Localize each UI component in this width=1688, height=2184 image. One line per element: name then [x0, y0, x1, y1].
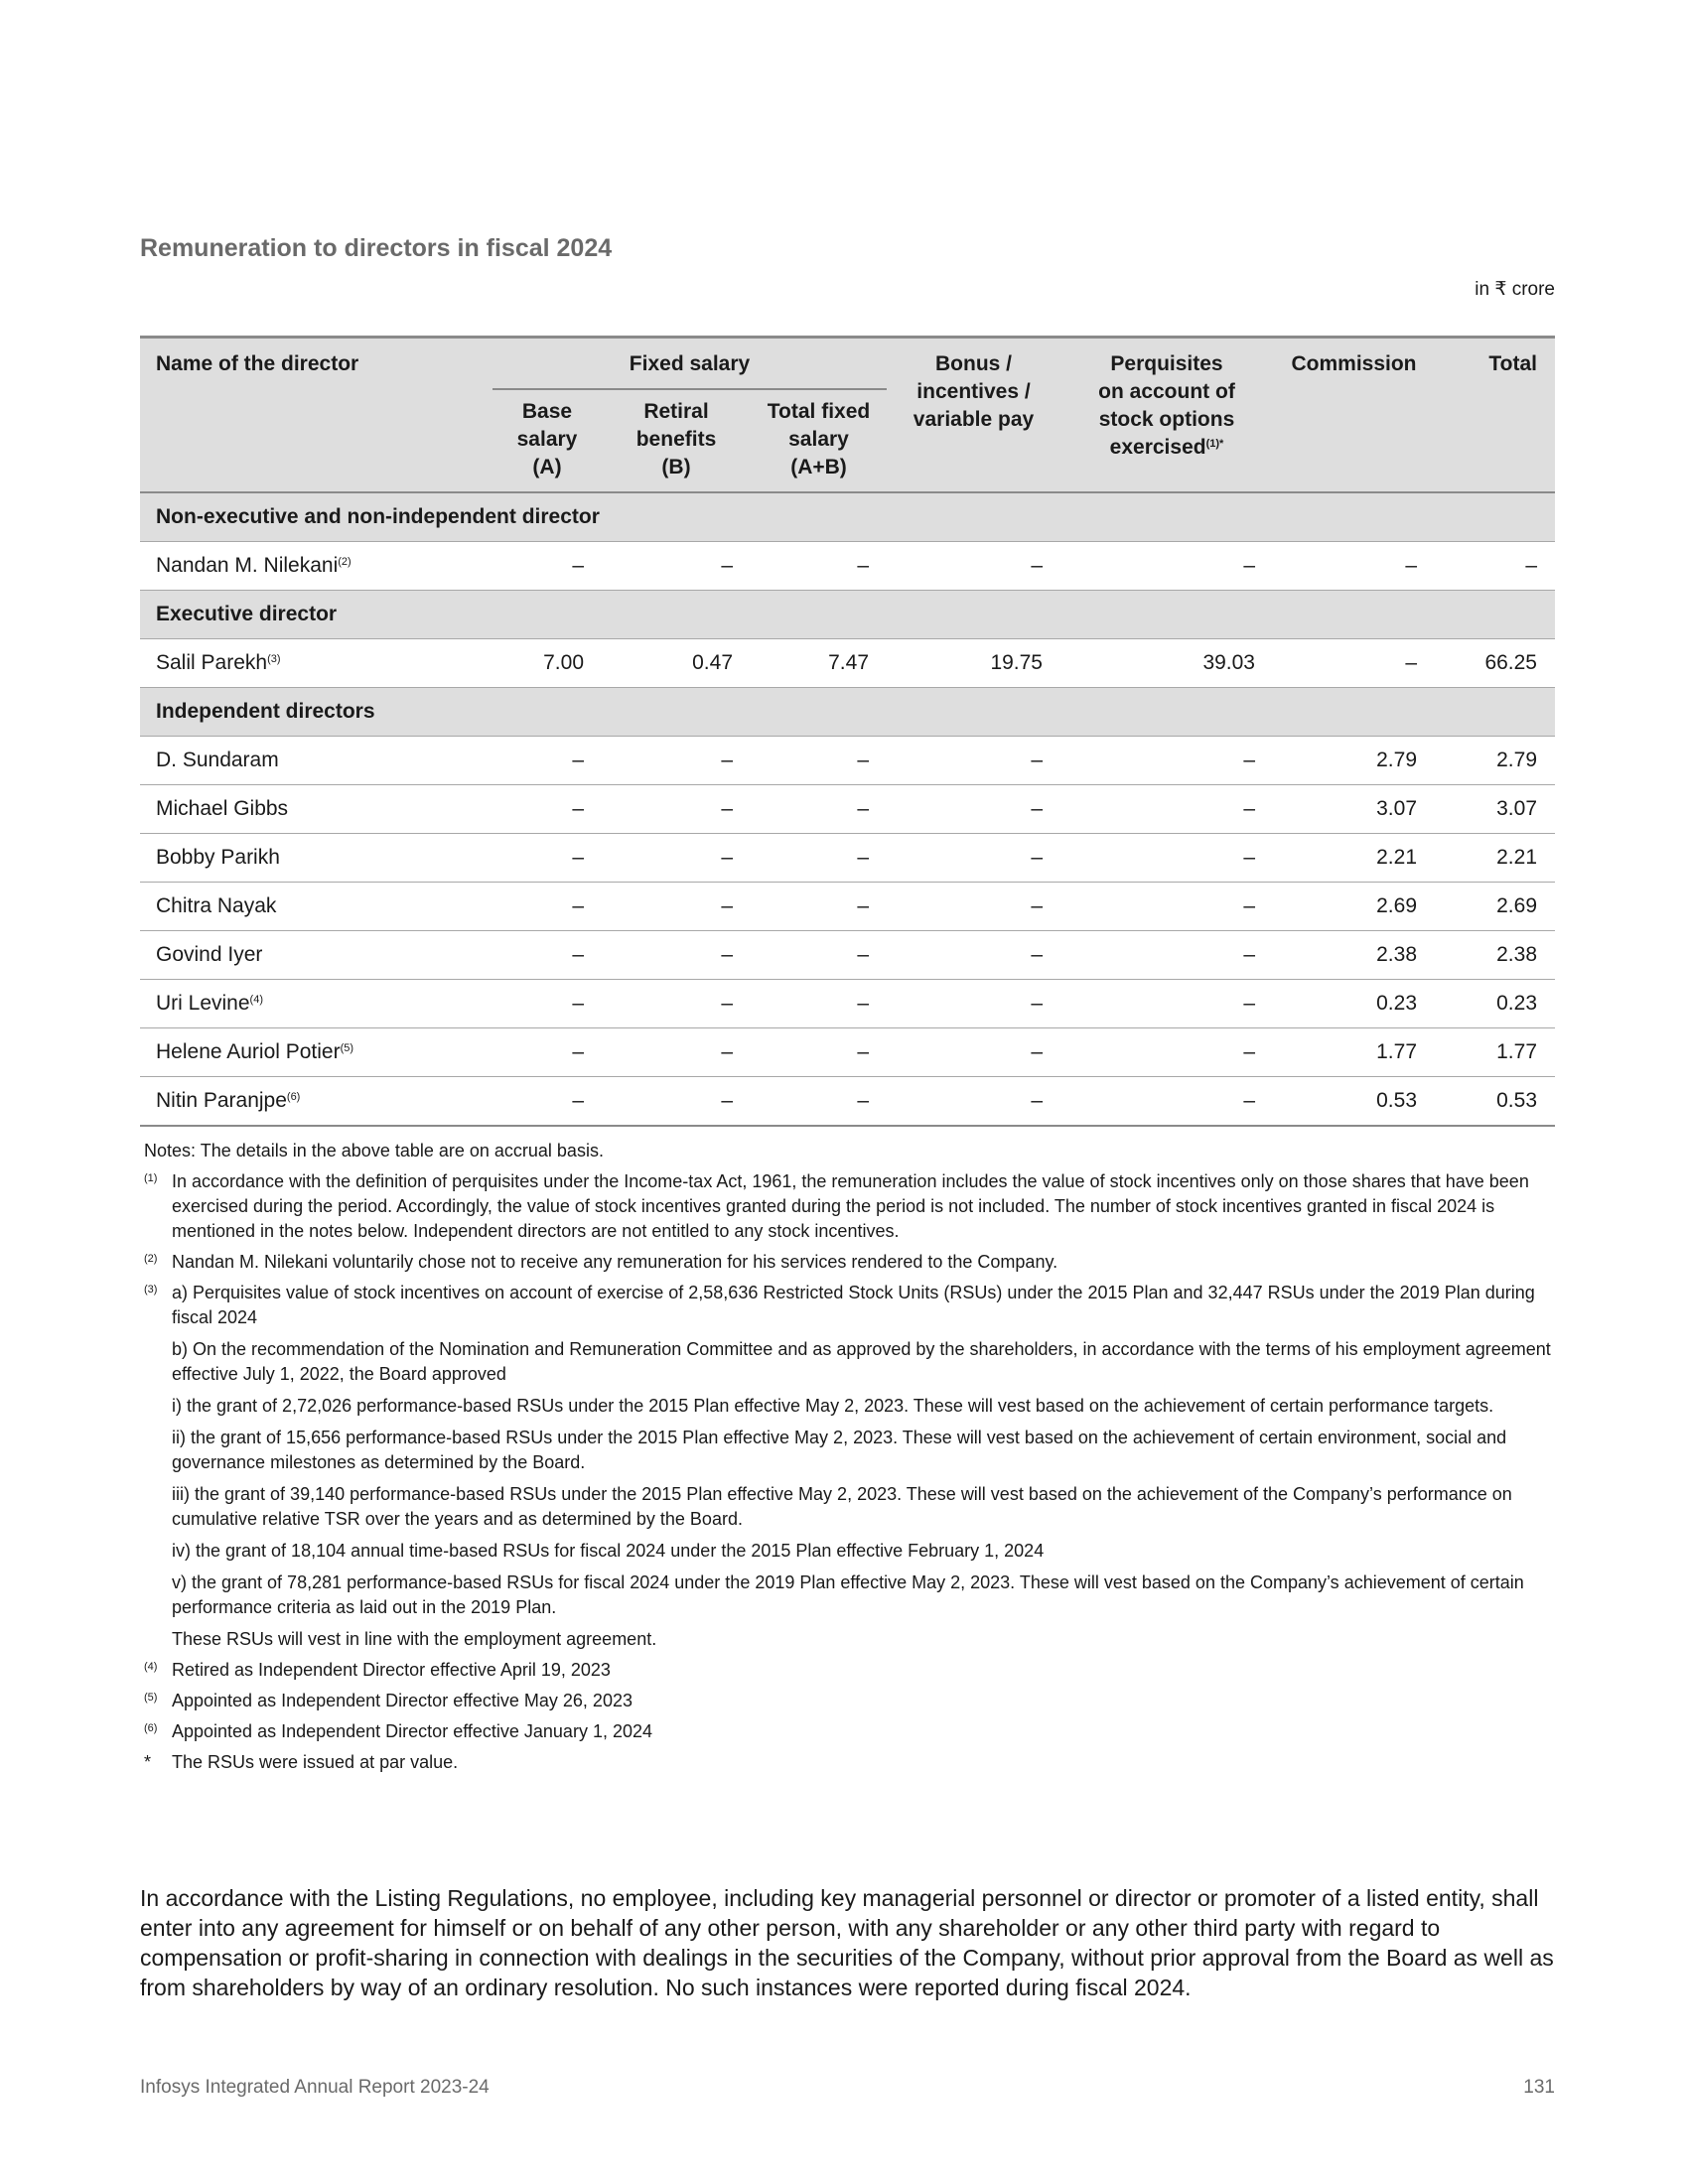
note-marker: * [144, 1752, 152, 1772]
section-row [140, 591, 1555, 639]
section-label: Non-executive and non-independent director [140, 492, 1555, 542]
total-cell: 1.77 [1435, 1028, 1555, 1077]
base-cell: 7.00 [492, 639, 602, 688]
perquisites-cell: 39.03 [1060, 639, 1273, 688]
note-item [144, 1750, 1554, 1775]
table-row [140, 1077, 1555, 1127]
director-name: Bobby Parikh [156, 846, 280, 869]
header-retiral-benefits: Retiral benefits (B) [602, 389, 751, 492]
base-cell: – [492, 931, 602, 980]
commission-cell: – [1273, 542, 1435, 591]
director-name: Chitra Nayak [156, 894, 277, 917]
header-bonus: Bonus / incentives / variable pay [887, 338, 1060, 493]
commission-cell: 2.79 [1273, 737, 1435, 785]
note-paragraph: These RSUs will vest in line with the employment agreement. [172, 1629, 657, 1649]
director-name: Helene Auriol Potier [156, 1040, 341, 1063]
director-name: Salil Parekh [156, 651, 268, 674]
commission-cell: 0.23 [1273, 980, 1435, 1028]
commission-cell: 0.53 [1273, 1077, 1435, 1127]
note-text [172, 1750, 1554, 1775]
note-paragraph: Nandan M. Nilekani voluntarily chose not to receive any remuneration for his services rendered to the Company. [172, 1252, 1058, 1272]
notes-list [144, 1169, 1554, 1775]
note-item [144, 1719, 1554, 1744]
total-fixed-cell: – [751, 980, 887, 1028]
total-fixed-cell: – [751, 883, 887, 931]
total-fixed-cell: 7.47 [751, 639, 887, 688]
commission-cell: 2.69 [1273, 883, 1435, 931]
section-label: Independent directors [140, 688, 1555, 737]
note-marker: (2) [144, 1253, 158, 1265]
remuneration-table [140, 336, 1555, 1127]
director-name-cell [140, 785, 492, 834]
table-row [140, 1028, 1555, 1077]
commission-cell: 2.21 [1273, 834, 1435, 883]
base-cell: – [492, 785, 602, 834]
director-name-cell [140, 931, 492, 980]
bonus-cell: – [887, 834, 1060, 883]
retiral-cell: 0.47 [602, 639, 751, 688]
note-paragraph: b) On the recommendation of the Nomination and Remuneration Committee and as approved by the shareholders, in accordance with the terms of his employment agreement effective July 1, 2022, the Board approved [172, 1339, 1551, 1384]
table-row [140, 883, 1555, 931]
bonus-cell: – [887, 883, 1060, 931]
total-fixed-cell: – [751, 1028, 887, 1077]
commission-cell: 2.38 [1273, 931, 1435, 980]
director-name: Nitin Paranjpe [156, 1089, 287, 1112]
total-cell: 2.21 [1435, 834, 1555, 883]
perquisites-cell: – [1060, 980, 1273, 1028]
note-paragraph: Appointed as Independent Director effective May 26, 2023 [172, 1691, 633, 1710]
note-paragraph: In accordance with the definition of perquisites under the Income-tax Act, 1961, the remuneration includes the value of stock incentives only on those shares that have been exercised during the period. Accordingly, the value of stock incentives granted during the period is not included. The number of stock incentives granted in fiscal 2024 is mentioned in the notes below. Independent directors are not entitled to any stock incentives. [172, 1171, 1529, 1241]
retiral-cell: – [602, 785, 751, 834]
total-fixed-cell: – [751, 737, 887, 785]
table-row [140, 834, 1555, 883]
total-cell: – [1435, 542, 1555, 591]
commission-cell: – [1273, 639, 1435, 688]
note-text [172, 1689, 1554, 1713]
retiral-cell: – [602, 737, 751, 785]
base-cell: – [492, 1077, 602, 1127]
retiral-cell: – [602, 883, 751, 931]
perquisites-cell: – [1060, 542, 1273, 591]
total-cell: 0.23 [1435, 980, 1555, 1028]
table-body [140, 492, 1555, 1126]
total-fixed-cell: – [751, 834, 887, 883]
perquisites-footnote-marker: (1)* [1205, 438, 1224, 450]
director-name: Michael Gibbs [156, 797, 289, 820]
table-row [140, 785, 1555, 834]
total-fixed-cell: – [751, 542, 887, 591]
page-title: Remuneration to directors in fiscal 2024 [140, 234, 613, 262]
director-name-cell [140, 542, 492, 591]
note-item [144, 1689, 1554, 1713]
total-fixed-cell: – [751, 1077, 887, 1127]
note-text [172, 1719, 1554, 1744]
perquisites-cell: – [1060, 834, 1273, 883]
section-row [140, 688, 1555, 737]
section-label: Executive director [140, 591, 1555, 639]
perquisites-cell: – [1060, 737, 1273, 785]
total-cell: 3.07 [1435, 785, 1555, 834]
director-name-cell [140, 639, 492, 688]
director-name-cell [140, 883, 492, 931]
base-cell: – [492, 737, 602, 785]
note-paragraph: i) the grant of 2,72,026 performance-based RSUs under the 2015 Plan effective May 2, 2023. These will vest based on the achievement of certain performance targets. [172, 1396, 1494, 1416]
header-fixed-salary [492, 338, 887, 390]
note-paragraph: Retired as Independent Director effective April 19, 2023 [172, 1660, 611, 1680]
director-name-cell [140, 1077, 492, 1127]
retiral-cell: – [602, 542, 751, 591]
base-cell: – [492, 542, 602, 591]
retiral-cell: – [602, 834, 751, 883]
footnote-marker: (2) [338, 556, 352, 568]
director-name-cell [140, 737, 492, 785]
note-paragraph: v) the grant of 78,281 performance-based RSUs for fiscal 2024 under the 2019 Plan effective May 2, 2023. These will vest based on the Company’s achievement of certain performance criteria as laid out in the 2019 Plan. [172, 1572, 1524, 1617]
note-marker: (3) [144, 1284, 158, 1296]
note-paragraph: Appointed as Independent Director effective January 1, 2024 [172, 1721, 652, 1741]
footnote-marker: (6) [286, 1091, 301, 1103]
note-text [172, 1250, 1554, 1275]
footnote-marker: (3) [267, 653, 281, 665]
total-fixed-cell: – [751, 785, 887, 834]
director-name: Nandan M. Nilekani [156, 554, 339, 577]
perquisites-cell: – [1060, 785, 1273, 834]
bonus-cell: – [887, 1028, 1060, 1077]
retiral-cell: – [602, 980, 751, 1028]
table-row [140, 980, 1555, 1028]
total-cell: 0.53 [1435, 1077, 1555, 1127]
perquisites-cell: – [1060, 1028, 1273, 1077]
note-marker: (1) [144, 1172, 158, 1184]
total-fixed-cell: – [751, 931, 887, 980]
note-paragraph: The RSUs were issued at par value. [172, 1752, 459, 1772]
note-item [144, 1169, 1554, 1244]
perquisites-cell: – [1060, 1077, 1273, 1127]
bonus-cell: – [887, 980, 1060, 1028]
retiral-cell: – [602, 1077, 751, 1127]
header-total-fixed-salary: Total fixed salary (A+B) [751, 389, 887, 492]
note-text [172, 1169, 1554, 1244]
footnote-marker: (4) [249, 994, 263, 1006]
header-total: Total [1435, 338, 1555, 493]
note-marker: (5) [144, 1692, 158, 1704]
table-row [140, 737, 1555, 785]
base-cell: – [492, 1028, 602, 1077]
table-row [140, 639, 1555, 688]
note-marker: (4) [144, 1661, 158, 1673]
section-row [140, 492, 1555, 542]
total-cell: 2.69 [1435, 883, 1555, 931]
director-name: Uri Levine [156, 992, 250, 1015]
closing-paragraph: In accordance with the Listing Regulations, no employee, including key managerial personnel or director or promoter of a listed entity, shall enter into any agreement for himself or on behalf of any other person, with any shareholder or any other third party with regard to compensation or profit-sharing in connection with dealings in the securities of the Company, without prior approval from the Board as well as from shareholders by way of an ordinary resolution. No such instances were reported during fiscal 2024. [140, 1885, 1554, 2000]
director-name-cell [140, 1028, 492, 1077]
director-name-cell [140, 834, 492, 883]
note-item [144, 1250, 1554, 1275]
bonus-cell: 19.75 [887, 639, 1060, 688]
bonus-cell: – [887, 1077, 1060, 1127]
header-base-salary: Base salary (A) [492, 389, 602, 492]
retiral-cell: – [602, 1028, 751, 1077]
bonus-cell: – [887, 737, 1060, 785]
note-item [144, 1281, 1554, 1652]
footnote-marker: (5) [340, 1042, 354, 1054]
note-paragraph: a) Perquisites value of stock incentives on account of exercise of 2,58,636 Restricted Stock Units (RSUs) under the 2015 Plan and 32,447 RSUs under the 2019 Plan during fiscal 2024 [172, 1283, 1535, 1327]
header-perquisites: Perquisites on account of stock options exercised$^{(1)*}$ [1060, 338, 1273, 493]
perquisites-cell: – [1060, 931, 1273, 980]
note-paragraph: iii) the grant of 39,140 performance-based RSUs under the 2015 Plan effective May 2, 2023. These will vest based on the achievement of the Company’s performance on cumulative relative TSR over the years and as determined by the Board. [172, 1484, 1512, 1529]
header-commission: Commission [1273, 338, 1435, 493]
total-cell: 66.25 [1435, 639, 1555, 688]
header-name: Name of the director [140, 338, 492, 493]
retiral-cell: – [602, 931, 751, 980]
commission-cell: 1.77 [1273, 1028, 1435, 1077]
base-cell: – [492, 883, 602, 931]
header-fixed-salary-label: Fixed salary [629, 352, 751, 375]
note-text [172, 1281, 1554, 1652]
note-marker: (6) [144, 1722, 158, 1734]
notes [144, 1139, 1554, 1781]
footer-report-name: Infosys Integrated Annual Report 2023-24 [140, 2077, 490, 2098]
bonus-cell: – [887, 785, 1060, 834]
note-text [172, 1658, 1554, 1683]
perquisites-cell: – [1060, 883, 1273, 931]
director-name: Govind Iyer [156, 943, 263, 966]
table-row [140, 542, 1555, 591]
commission-cell: 3.07 [1273, 785, 1435, 834]
table-row [140, 931, 1555, 980]
bonus-cell: – [887, 542, 1060, 591]
notes-heading: Notes: The details in the above table are on accrual basis. [144, 1141, 604, 1160]
base-cell: – [492, 980, 602, 1028]
director-name: D. Sundaram [156, 749, 279, 771]
total-cell: 2.38 [1435, 931, 1555, 980]
unit-note: in ₹ crore [1475, 279, 1555, 300]
base-cell: – [492, 834, 602, 883]
note-paragraph: ii) the grant of 15,656 performance-based RSUs under the 2015 Plan effective May 2, 2023. These will vest based on the achievement of certain environment, social and governance milestones as determined by the Board. [172, 1428, 1507, 1472]
note-paragraph: iv) the grant of 18,104 annual time-based RSUs for fiscal 2024 under the 2015 Plan effective February 1, 2024 [172, 1541, 1045, 1561]
director-name-cell [140, 980, 492, 1028]
bonus-cell: – [887, 931, 1060, 980]
note-item [144, 1658, 1554, 1683]
page-number: 131 [1523, 2077, 1555, 2098]
total-cell: 2.79 [1435, 737, 1555, 785]
